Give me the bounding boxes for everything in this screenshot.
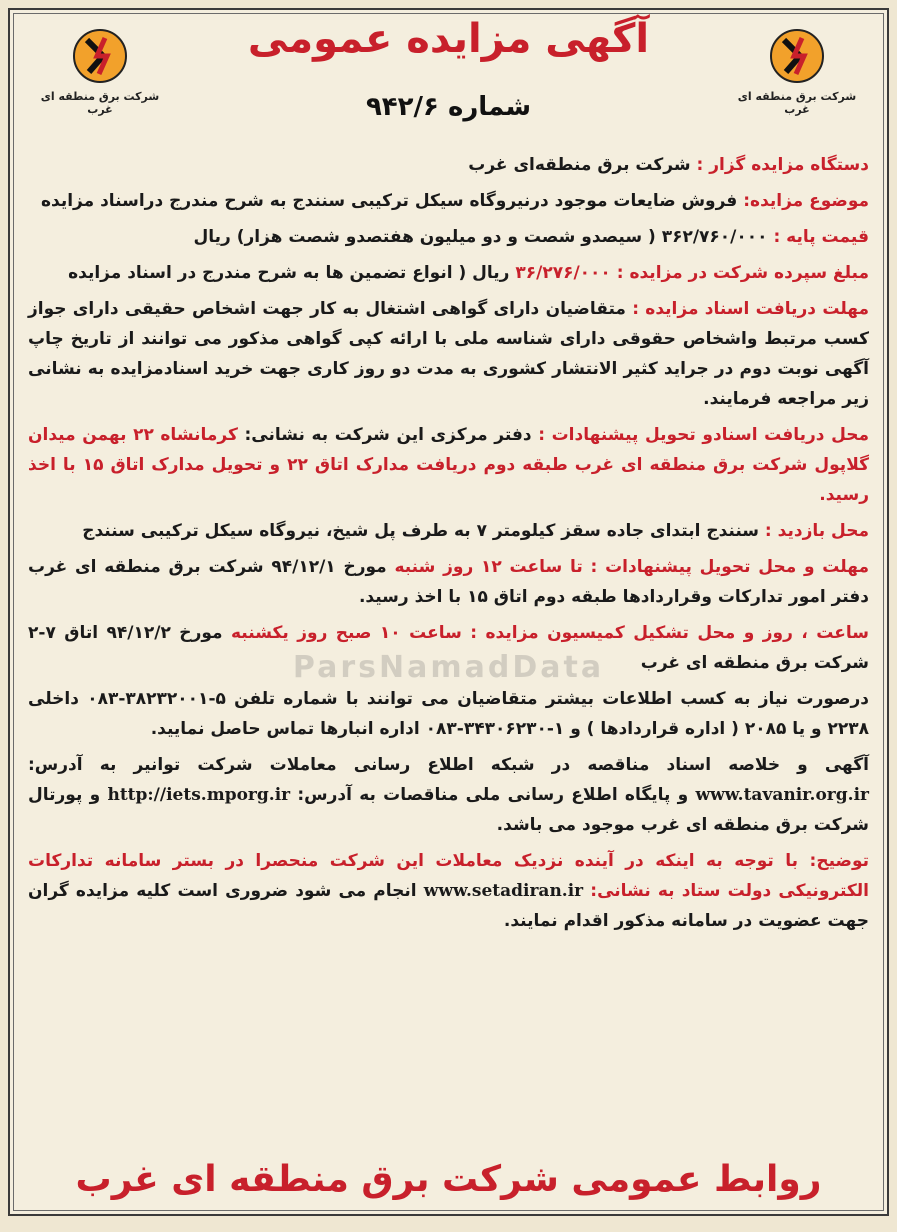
publish-text-3: و پورتال شرکت برق منطقه ای غرب موجود می باشد. [28, 785, 869, 835]
deadline-label: مهلت و محل تحویل پیشنهادات : [590, 557, 869, 577]
deposit-label: مبلغ سپرده شرکت در مزایده : [616, 263, 869, 283]
deadline-value: مورخ ۹۴/۱۲/۱ شرکت برق منطقه ای غرب دفتر امور تدارکات وقراردادها طبقه دوم اتاق ۱۵ با اخذ رسید. [28, 557, 869, 607]
tavanir-link[interactable]: www.tavanir.org.ir [695, 785, 869, 805]
note-label: توضیح: [809, 851, 869, 871]
deadline-row [28, 552, 869, 612]
footer-signature: روابط عمومی شرکت برق منطقه ای غرب [75, 1159, 822, 1200]
deposit-rest: ریال ( انواع تضمین ها به شرح مندرج در اسناد مزایده [68, 263, 510, 283]
ad-number: شماره ۹۴۲/۶ [365, 92, 532, 122]
base-price-value: ۳۶۲/۷۶۰/۰۰۰ ( سیصدو شصت و دو میلیون هفتصدو شصت هزار) ریال [193, 227, 768, 247]
organizer-value: شرکت برق منطقه‌ای غرب [468, 155, 691, 175]
subject-value: فروش ضایعات موجود درنیروگاه سیکل ترکیبی سنندج به شرح مندرج دراسناد مزایده [40, 191, 738, 211]
publish-text-1: آگهی و خلاصه اسناد مناقصه در شبکه اطلاع رسانی معاملات شرکت توانیر به آدرس: [28, 755, 869, 775]
iets-link[interactable]: http://iets.mporg.ir [107, 785, 291, 805]
opening-row [28, 618, 869, 678]
note-row [28, 846, 869, 936]
docs-deadline-value: متقاضیان دارای گواهی اشتغال به کار جهت اشخاص حقیقی دارای جواز کسب مرتبط واشخاص حقوقی دارای شناسه ملی با ارائه کپی گواهی مذکور می توانند از تاریخ چاپ آگهی نوبت دوم در جراید کثیر الانتشار کشوری به مدت دو روز کاری جهت خرید اسنادمزایده به نشانی زیر مراجعه فرمایند. [28, 299, 869, 409]
company-logo-left [30, 26, 170, 116]
contact-row: درصورت نیاز به کسب اطلاعات بیشتر متقاضیان می توانند با شماره تلفن ۵-۳۸۲۳۲۰۰۱-۰۸۳ داخلی ۲۲۳۸ و یا ۲۰۸۵ ( اداره قراردادها ) و ۱-۳۴۳۰۶۲۳۰-۰۸۳ اداره انبارها تماس حاصل نمایید. [28, 689, 869, 739]
subject-label: موضوع مزایده: [743, 191, 869, 211]
logo-caption-right: شرکت برق منطقه ای غرب [737, 90, 857, 116]
deadline-time: تا ساعت ۱۲ روز شنبه [394, 557, 583, 577]
organizer-label: دستگاه مزایده گزار : [696, 155, 869, 175]
submission-place-value: دفتر مرکزی این شرکت به نشانی: [244, 425, 532, 445]
docs-deadline-label: مهلت دریافت اسناد مزایده : [632, 299, 870, 319]
submission-place-label: محل دریافت اسنادو تحویل پیشنهادات : [538, 425, 870, 445]
visit-label: محل بازدید : [764, 521, 869, 541]
logo-caption-left: شرکت برق منطقه ای غرب [40, 90, 160, 116]
base-price-row [28, 222, 869, 252]
publish-text-2: و پایگاه اطلاع رسانی ملی مناقصات به آدرس: [297, 785, 689, 805]
submission-place-row [28, 420, 869, 510]
ad-body [10, 150, 887, 936]
visit-value: سنندج ابتدای جاده سقز کیلومتر ۷ به طرف پل شیخ، نیروگاه سیکل ترکیبی سنندج [82, 521, 759, 541]
note-highlight: با توجه به اینکه در آینده نزدیک معاملات این شرکت منحصرا در بستر سامانه تدارکات الکترونیکی دولت ستاد به نشانی: [28, 851, 869, 901]
deposit-row [28, 258, 869, 288]
advertisement-sheet [8, 8, 889, 1216]
lightning-logo-icon [65, 26, 135, 86]
watermark: ParsNamadData [292, 650, 605, 685]
opening-value: مورخ ۹۴/۱۲/۲ اتاق ۷-۲ شرکت برق منطقه ای غرب [28, 623, 869, 673]
setad-link[interactable]: www.setadiran.ir [423, 881, 584, 901]
header [10, 10, 887, 150]
organizer-row [28, 150, 869, 180]
subject-row [28, 186, 869, 216]
page-title: آگهی مزایده عمومی [247, 16, 650, 62]
deposit-amount: ۳۶/۲۷۶/۰۰۰ [515, 263, 611, 283]
note-rest: انجام می شود ضروری است کلیه مزایده گران جهت عضویت در سامانه مذکور اقدام نمایند. [28, 881, 869, 931]
submission-place-address: کرمانشاه ۲۲ بهمن میدان گلاپول شرکت برق منطقه ای غرب طبقه دوم دریافت مدارک اتاق ۲۲ و تحویل مدارک اتاق ۱۵ با اخذ رسید. [28, 425, 869, 505]
base-price-label: قیمت پایه : [773, 227, 869, 247]
publish-row [28, 750, 869, 840]
opening-time: ساعت ۱۰ صبح روز یکشنبه [231, 623, 462, 643]
visit-row [28, 516, 869, 546]
docs-deadline-row [28, 294, 869, 414]
opening-label: ساعت ، روز و محل تشکیل کمیسیون مزایده : [470, 623, 869, 643]
